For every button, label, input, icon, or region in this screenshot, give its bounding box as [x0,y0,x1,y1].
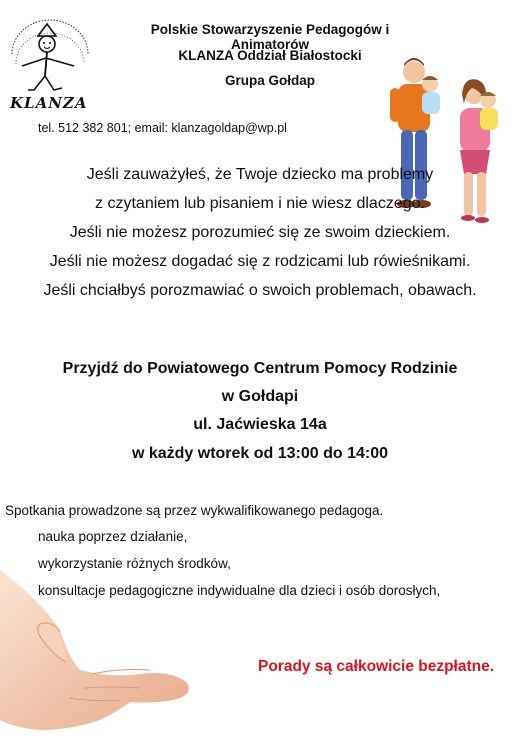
group-name: Grupa Gołdap [224,73,315,88]
meetings-item-3: konsultacje pedagogiczne indywidualne dla dzieci i osób dorosłych, [38,583,441,598]
visit-address: ul. Jaćwieska 14a [193,416,327,433]
meetings-item-1: nauka poprzez działanie, [38,529,188,544]
organization-name: Polskie Stowarzyszenie Pedagogów i Animatorów [150,22,390,52]
meetings-intro: Spotkania prowadzone są przez wykwalifikowanego pedagoga. [5,503,384,518]
meetings-item-2: wykorzystanie różnych środków, [38,556,231,571]
free-advice-note: Porady są całkowicie bezpłatne. [258,658,495,675]
logo-text: KLANZA [10,94,88,112]
intro-line-5: Jeśli chciałbyś porozmawiać o swoich problemach, obawach. [43,282,477,299]
hand-illustration [0,570,200,734]
intro-line-3: Jeśli nie możesz porozumieć się ze swoim dzieckiem. [69,224,451,241]
visit-time: w każdy wtorek od 13:00 do 14:00 [131,445,389,462]
visit-place: Przyjdź do Powiatowego Centrum Pomocy Rodzinie [62,360,458,377]
klanza-logo [4,14,94,114]
branch-name: KLANZA Oddział Białostocki [178,48,362,63]
visit-town: w Gołdapi [221,388,299,405]
contact-info: tel. 512 382 801; email: klanzagoldap@wp.pl [38,121,287,135]
intro-line-1: Jeśli zauważyłeś, że Twoje dziecko ma problemy [86,166,434,183]
intro-line-2: z czytaniem lub pisaniem i nie wiesz dlaczego. [95,195,425,212]
open-hand-image [0,570,200,734]
intro-line-4: Jeśli nie możesz dogadać się z rodzicami lub rówieśnikami. [49,253,471,270]
